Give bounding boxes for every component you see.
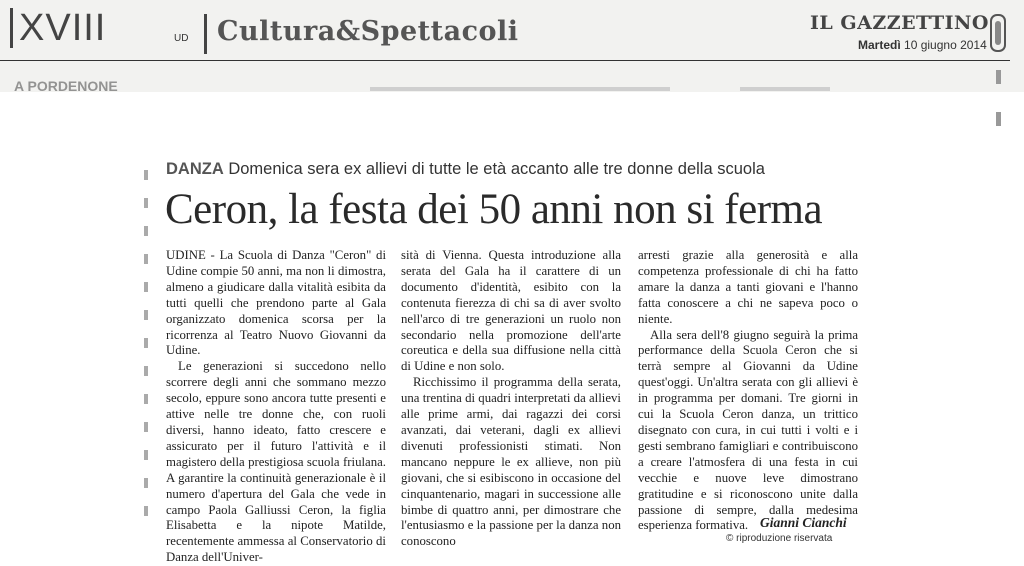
section-header — [204, 14, 793, 54]
article-kicker — [166, 160, 765, 179]
article-headline: Ceron, la festa dei 50 anni non si ferma — [165, 186, 823, 233]
paragraph: arresti grazie alla generosità e alla competenza professionale di chi ha fatto amare la danza a tanti giovani e l'hanno fatta conoscere a chi ne sapeva poco o niente. — [638, 248, 858, 326]
cut-off-headline: A PORDENONE — [14, 78, 118, 94]
article-column-3 — [638, 248, 858, 534]
newspaper-masthead: IL GAZZETTINO — [810, 12, 989, 34]
paragraph: Alla sera dell'8 giugno seguirà la prima performance della Scuola Ceron che si terrà sempre al Giovanni da Udine quest'oggi. Un'altra serata con gli allievi è in programma per domani. Tre giorni in cui la Scuola Ceron danza, un trittico disegnato con cura, in cui tutti i volti e i gesti sembrano famigliari e contribuiscono a creare l'atmosfera di una festa in cui vecchie e nuove leve dimostrano gratitudine e si riconoscono unite dalla passione di sempre, dalla medesima esperienza formativa. — [638, 327, 858, 533]
page-number: XVIII — [10, 8, 106, 48]
date-weekday: Martedì — [858, 38, 901, 52]
article-column-2 — [401, 248, 621, 550]
paragraph: Ricchissimo il programma della serata, una trentina di quadri interpretati da allievi alle prime armi, dai ragazzi dei corsi avanzati, dai veterani, dagli ex allievi divenuti professionisti stimati. Non mancano neppure le ex allieve, non più giovani, che si esibiscono in occasione del cinquantenario, magari in successione alle bimbe di quattro anni, per dimostrare che l'entusiasmo e la passione per la danza non conoscono — [401, 375, 621, 549]
article-byline: Gianni Cianchi — [760, 515, 847, 530]
edition-label: UD — [174, 33, 189, 44]
header-rule — [0, 60, 1010, 61]
cut-off-text-line — [740, 87, 830, 91]
publication-date — [858, 38, 987, 52]
paragraph: Le generazioni si succedono nello scorrere degli anni che sommano mezzo secolo, eppure sono ancora tutte presenti e attive nelle tre donne che, con ruoli diversi, hanno ideato, fatto crescere e assicurato per il futuro l'attività e il magistero della prestigiosa scuola friulana. A garantire la continuità generazionale è il numero d'apertura del Gala che vede in campo Paola Galliussi Ceron, la figlia Elisabetta e la nipote Matilde, recentemente ammessa al Conservatorio di Danza dell'Univer- — [166, 359, 386, 565]
cut-off-text-line — [370, 87, 670, 91]
kicker-tag: DANZA — [166, 160, 224, 178]
section-title: Cultura&Spettacoli — [217, 16, 519, 47]
left-margin-marks — [144, 170, 150, 534]
kicker-text: Domenica sera ex allievi di tutte le età accanto alle tre donne della scuola — [228, 160, 765, 178]
date-rest: 10 giugno 2014 — [904, 38, 987, 52]
copyright-notice: © riproduzione riservata — [726, 533, 833, 544]
masthead-icon — [990, 14, 1006, 52]
right-margin-marks — [996, 70, 1006, 170]
paragraph: UDINE - La Scuola di Danza "Ceron" di Udine compie 50 anni, ma non li dimostra, almeno a giudicare dalla vitalità esibita da tutti quelli che prendono parte al Gala organizzato domenica scorsa per la ricorrenza al Teatro Nuovo Giovanni da Udine. — [166, 248, 386, 358]
paragraph: sità di Vienna. Questa introduzione alla serata del Gala ha il carattere di un documento d'identità, esibito con la contenuta fierezza di chi sa di aver svolto nell'arco di tre generazioni un ruolo non secondario nella promozione dell'arte coreutica e della sua diffusione nella città di Udine e non solo. — [401, 248, 621, 374]
article-column-1 — [166, 248, 386, 566]
